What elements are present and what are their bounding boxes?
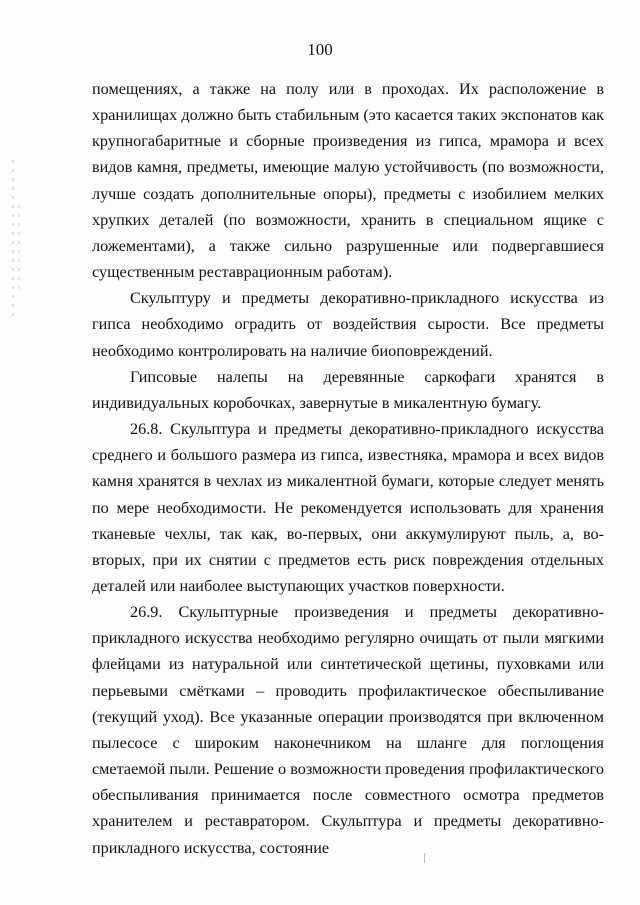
paragraph: Гипсовые налепы на деревянные саркофаги хранятся в индивидуальных коробочках, завернутые в микалентную бумагу. <box>92 367 604 412</box>
paragraph-section-26-9: 26.9. Скульптурные произведения и предметы декоративно-прикладного искусства необходимо регулярно очищать от пыли мягкими флейцами из натуральной или синтетической щетины, пуховками или перьевыми смётками – проводить профилактическое обеспыливание (текущий уход). Все указанные операции производятся при включенном пылесосе с широким наконечником на шланге для поглощения сметаемой пыли. Решение о возможности проведения профилактического обеспыливания принимается после совместного осмотра предметов хранителем и реставратором. Скульптура и предметы декоративно-прикладного искусства, состояние <box>92 603 604 857</box>
paragraph-continuation: помещениях, а также на полу или в проходах. Их расположение в хранилищах должно быть стабильным (это касается таких экспонатов как крупногабаритные и сборные произведения из гипса, мрамора и всех видов камня, предметы, имеющие малую устойчивость (по возможности, лучше создать дополнительные опоры), предметы с изобилием мелких хрупких деталей (по возможности, хранить в специальном ящике с ложементами), а также сильно разрушенные или подвергавшиеся существенным реставрационным работам). <box>92 80 604 282</box>
page-number: 100 <box>307 40 333 59</box>
paragraph-section-26-8: 26.8. Скульптура и предметы декоративно-прикладного искусства среднего и большого размера из гипса, известняка, мрамора и всех видов камня хранятся в чехлах из микалентной бумаги, которые следует менять по мере необходимости. Не рекомендуется использовать для хранения тканевые чехлы, так как, во-первых, они аккумулируют пыль, а, во-вторых, при их снятии с предметов есть риск повреждения отдельных деталей или наиболее выступающих участков поверхности. <box>92 420 604 595</box>
paragraph: Скульптуру и предметы декоративно-прикладного искусства из гипса необходимо оградить от воздействия сырости. Все предметы необходимо контролировать на наличие биоповреждений. <box>92 289 604 360</box>
scan-edge-mark <box>18 205 20 295</box>
scan-artifact-mark <box>424 853 425 863</box>
scan-edge-mark <box>12 160 14 320</box>
body-text <box>92 76 604 861</box>
